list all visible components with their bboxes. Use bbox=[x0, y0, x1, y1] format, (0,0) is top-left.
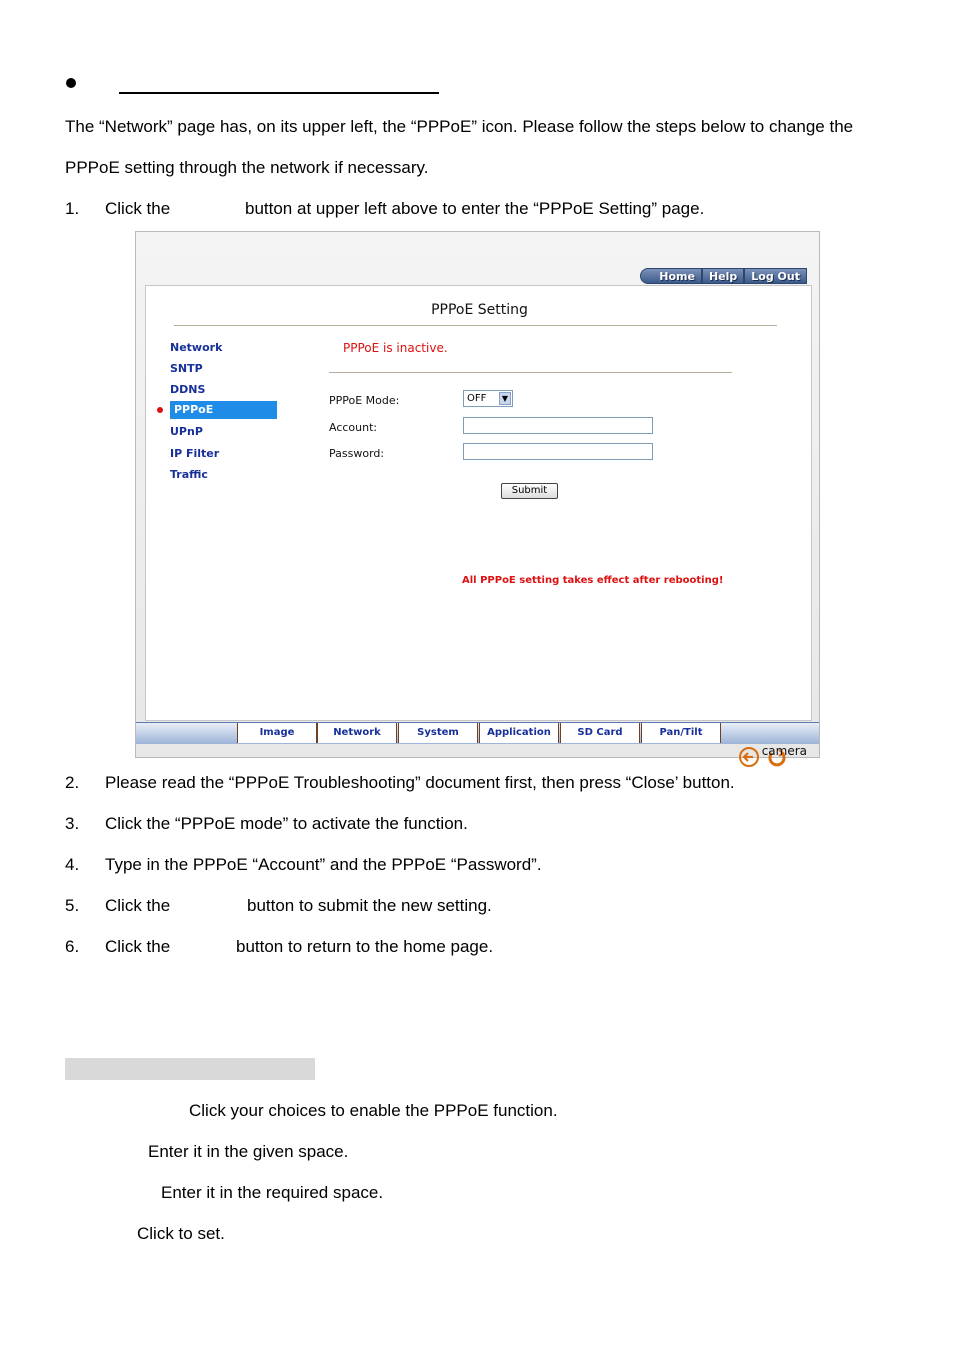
chevron-down-icon: ▼ bbox=[499, 392, 511, 405]
bullet-dot bbox=[66, 78, 76, 88]
step-text-b: button to submit the new setting. bbox=[247, 896, 492, 915]
pppoe-mode-value: OFF bbox=[467, 393, 487, 404]
sidebar-item-ip-filter[interactable]: IP Filter bbox=[170, 447, 220, 460]
tab-pan-tilt[interactable]: Pan/Tilt bbox=[641, 723, 721, 743]
step-number: 4. bbox=[65, 855, 80, 874]
intro-line-1: The “Network” page has, on its upper left, the “PPPoE” icon. Please follow the steps below to change the bbox=[65, 117, 854, 136]
step-number: 5. bbox=[65, 896, 80, 915]
step-text-b: button to return to the home page. bbox=[236, 937, 494, 956]
sidebar-item-ddns[interactable]: DDNS bbox=[170, 383, 206, 396]
intro-line-2: PPPoE setting through the network if necessary. bbox=[65, 158, 429, 177]
description-submit: Click to set. bbox=[137, 1224, 225, 1243]
logout-button[interactable]: Log Out bbox=[744, 268, 807, 284]
heading-underline bbox=[119, 92, 439, 94]
tab-image[interactable]: Image bbox=[237, 723, 317, 743]
password-label: Password: bbox=[329, 447, 385, 460]
sidebar-item-network[interactable]: Network bbox=[170, 341, 223, 354]
sidebar-item-sntp[interactable]: SNTP bbox=[170, 362, 203, 375]
footer-label: camera bbox=[761, 744, 807, 758]
pppoe-mode-select[interactable] bbox=[463, 390, 513, 407]
tab-system[interactable]: System bbox=[398, 723, 478, 743]
sidebar-item-upnp[interactable]: UPnP bbox=[170, 425, 203, 438]
top-button-group bbox=[640, 268, 807, 284]
step-text-a: Click the bbox=[105, 937, 171, 956]
sidebar-item-traffic[interactable]: Traffic bbox=[170, 468, 208, 481]
settings-panel bbox=[145, 285, 812, 721]
reboot-note: All PPPoE setting takes effect after rebooting! bbox=[462, 575, 724, 586]
pppoe-setting-screenshot bbox=[135, 231, 820, 758]
step-text-a: Click the bbox=[105, 199, 171, 218]
step-number: 6. bbox=[65, 937, 80, 956]
title-divider bbox=[174, 325, 777, 326]
form-divider bbox=[329, 372, 732, 373]
active-indicator-icon bbox=[157, 407, 163, 413]
bottom-tab-bar bbox=[136, 722, 819, 744]
step-number: 3. bbox=[65, 814, 80, 833]
step-text: Type in the PPPoE “Account” and the PPPoE “Password”. bbox=[105, 855, 542, 874]
tab-sd-card[interactable]: SD Card bbox=[560, 723, 640, 743]
password-input[interactable] bbox=[463, 443, 653, 460]
account-input[interactable] bbox=[463, 417, 653, 434]
sidebar-item-pppoe[interactable]: PPPoE bbox=[170, 401, 277, 419]
home-button[interactable]: Home bbox=[640, 268, 702, 284]
submit-button[interactable]: Submit bbox=[501, 483, 558, 499]
account-label: Account: bbox=[329, 421, 378, 434]
step-text-b: button at upper left above to enter the “PPPoE Setting” page. bbox=[245, 199, 705, 218]
pppoe-mode-label: PPPoE Mode: bbox=[329, 394, 400, 407]
status-text: PPPoE is inactive. bbox=[343, 341, 448, 355]
description-password: Enter it in the required space. bbox=[161, 1183, 384, 1202]
step-number: 2. bbox=[65, 773, 80, 792]
section-heading-bar bbox=[65, 1058, 315, 1080]
step-number: 1. bbox=[65, 199, 80, 218]
tab-network[interactable]: Network bbox=[317, 723, 397, 743]
page-title: PPPoE Setting bbox=[431, 302, 528, 318]
tab-application[interactable]: Application bbox=[479, 723, 559, 743]
help-button[interactable]: Help bbox=[702, 268, 744, 284]
step-text: Please read the “PPPoE Troubleshooting” document first, then press “Close’ button. bbox=[105, 773, 735, 792]
back-icon[interactable] bbox=[739, 747, 759, 767]
description-account: Enter it in the given space. bbox=[148, 1142, 349, 1161]
step-text-a: Click the bbox=[105, 896, 171, 915]
description-pppoe-mode: Click your choices to enable the PPPoE function. bbox=[189, 1101, 558, 1120]
step-text: Click the “PPPoE mode” to activate the function. bbox=[105, 814, 468, 833]
